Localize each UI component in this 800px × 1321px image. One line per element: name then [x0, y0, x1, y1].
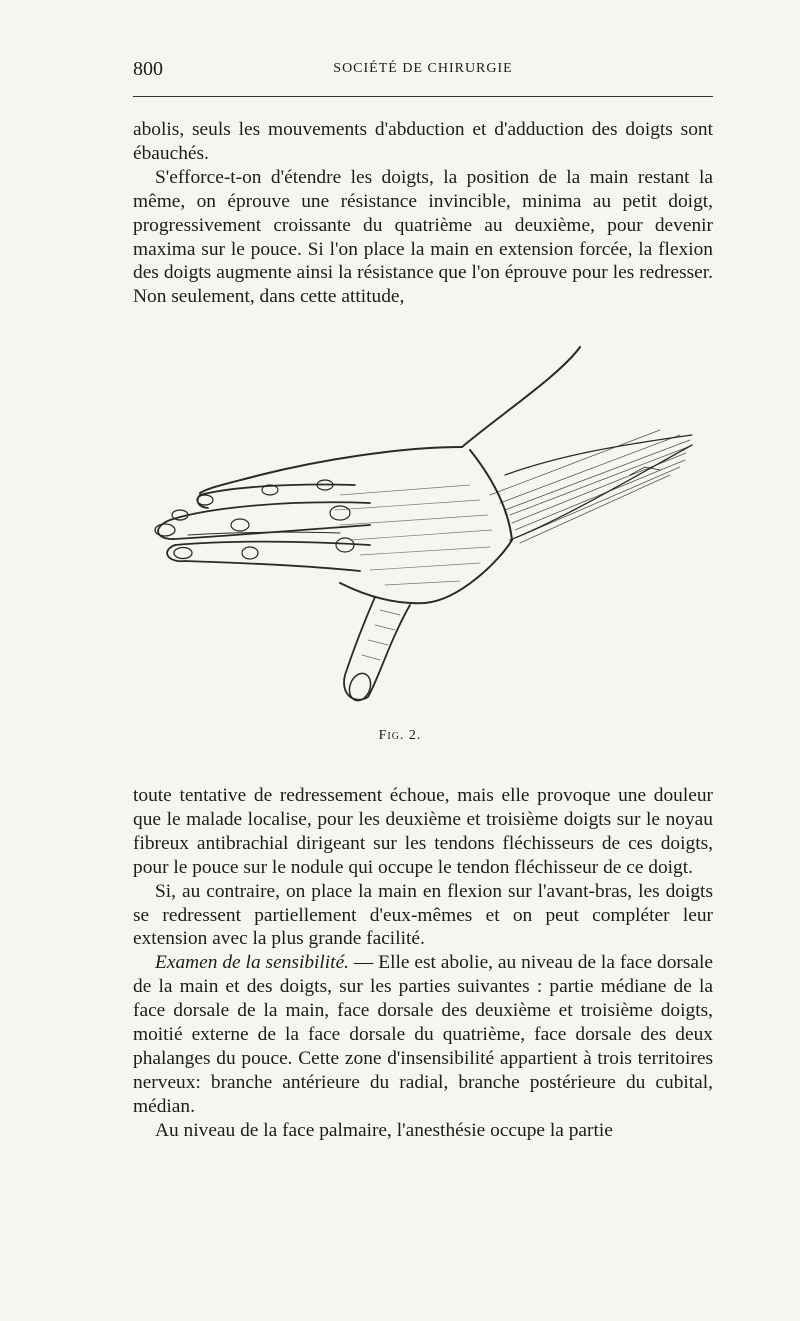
paragraph: toute tentative de redressement échoue, mais elle provoque une douleur que le malade localise, pour les deuxième et troisième doigts sur le noyau fibreux antibrachial dirigeant sur les tendons fléchisseurs de ces doigts, pour le pouce sur le nodule qui occupe le tendon fléchisseur de ce doigt.: [133, 785, 713, 878]
paragraph: Si, au contraire, on place la main en flexion sur l'avant-bras, les doigts se redressent partiellement d'eux-mêmes et on peut compléter leur extension avec la plus grande facilité.: [133, 880, 713, 950]
paragraph: S'efforce-t-on d'étendre les doigts, la position de la main restant la même, on éprouve une résistance invincible, minima au petit doigt, progressivement croissante du quatrième au deuxième, pour devenir maxima sur le pouce. Si l'on place la main en extension forcée, la flexion des doigts augmente ainsi la résistance que l'on éprouve pour les redresser. Non seulement, dans cette attitude,: [133, 166, 713, 308]
paragraph: abolis, seuls les mouvements d'abduction et d'adduction des doigts sont ébauchés.: [133, 119, 713, 164]
hand-illustration-icon: [140, 335, 700, 715]
caption-text: Fig. 2.: [378, 728, 422, 743]
sensibility-text: — Elle est abolie, au niveau de la face dorsale de la main et des doigts, sur les parties suivantes : partie médiane de la face dorsale de la main, face dorsale des deuxième et troisième doigts, moitié externe de la face dorsale du quatrième, face dorsale des deux phalanges du pouce. Cette zone d'insensibilité appartient à trois territoires nerveux: branche antérieure du radial, branche postérieure du cubital, médian.: [133, 952, 713, 1117]
figure-caption: [0, 728, 800, 744]
header-rule: [133, 96, 713, 97]
section-heading: Examen de la sensibilité.: [155, 952, 350, 974]
paragraph-sensibility: [133, 951, 713, 1118]
running-title: SOCIÉTÉ DE CHIRURGIE: [333, 61, 513, 76]
page-header: [133, 58, 713, 84]
page-number: 800: [133, 58, 163, 80]
text-block-bottom: [133, 784, 713, 1143]
paragraph: Au niveau de la face palmaire, l'anesthésie occupe la partie: [155, 1119, 613, 1141]
text-block-top: [133, 118, 713, 309]
